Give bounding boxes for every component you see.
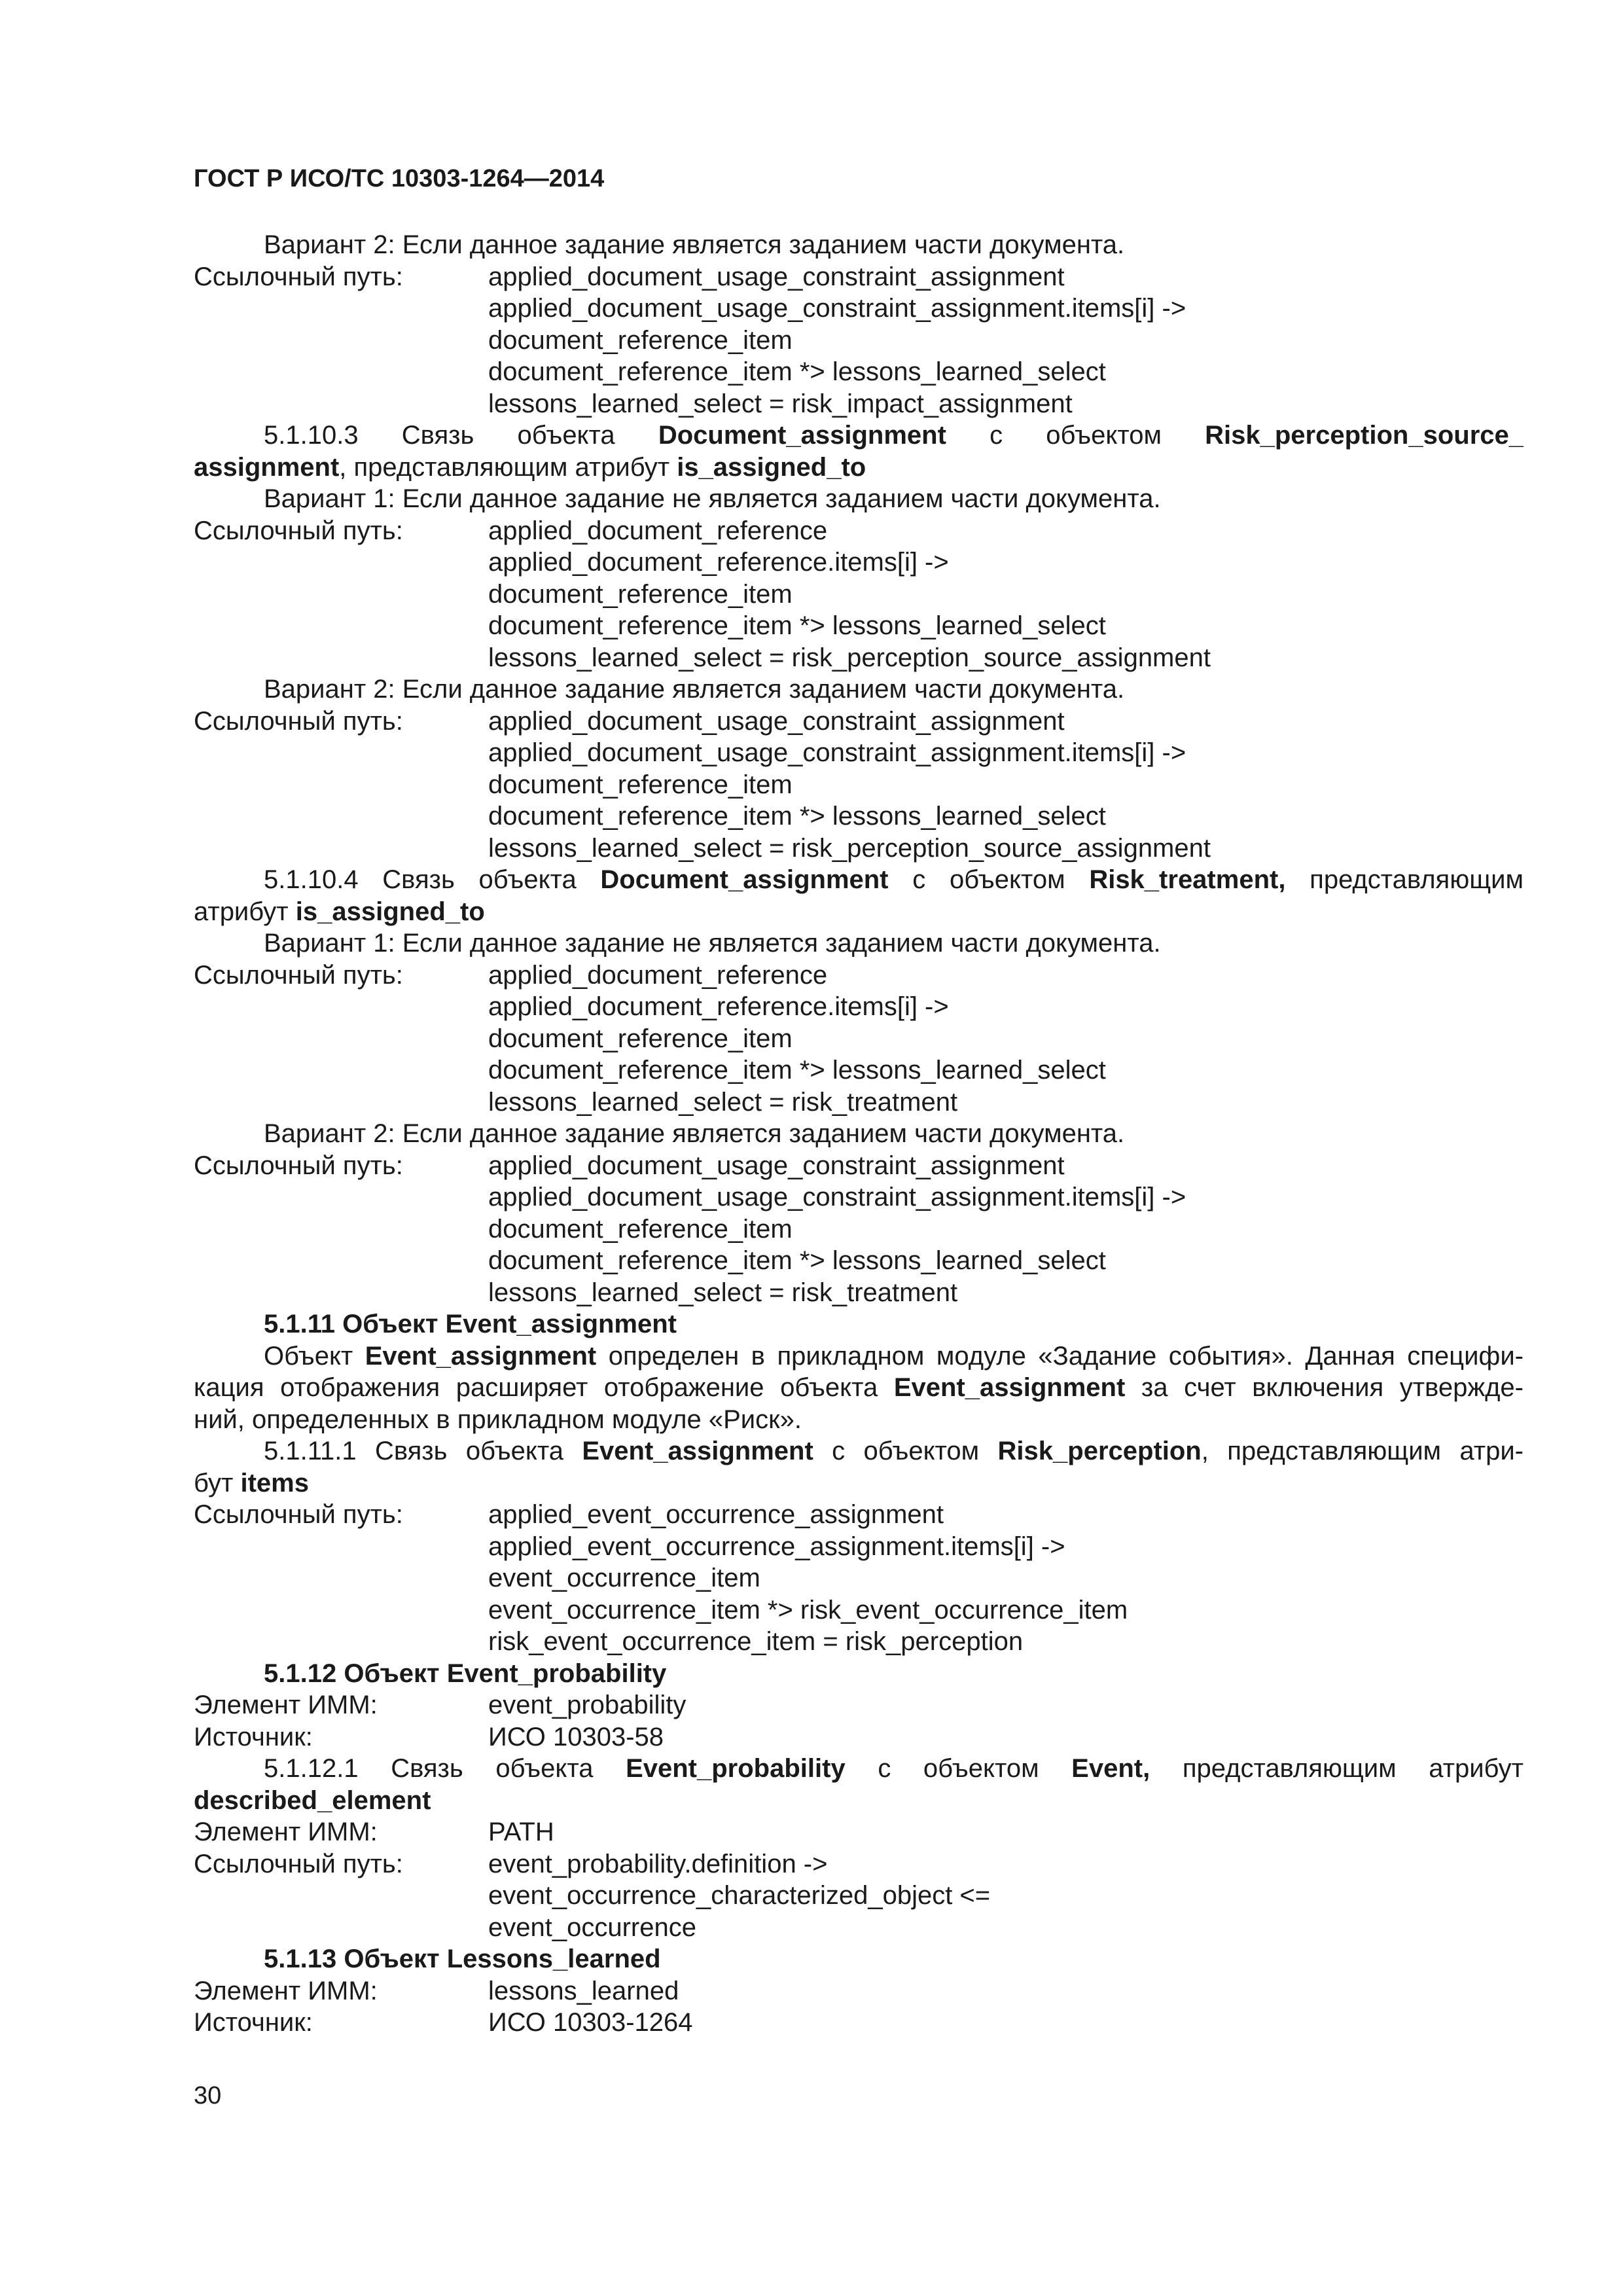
page-number: 30 [194, 2082, 222, 2109]
path-line: document_reference_item [488, 1024, 793, 1053]
path-line: lessons_learned_select = risk_perception_source_assignment [488, 833, 1211, 863]
path-line: event_occurrence_item [488, 1564, 760, 1592]
path-line: applied_document_reference.items[i] -> [488, 992, 949, 1021]
path-line: applied_event_occurrence_assignment.items[i] -> [488, 1532, 1065, 1561]
path-line: document_reference_item *> lessons_learned_select [488, 1246, 1106, 1275]
path-line: document_reference_item *> lessons_learned_select [488, 802, 1106, 831]
path-line: lessons_learned_select = risk_impact_assignment [488, 389, 1073, 418]
path-line: event_probability.definition -> [488, 1849, 828, 1878]
reference-path-label: Ссылочный путь: [194, 1151, 403, 1180]
variant-1-line: Вариант 1: Если данное задание не является заданием части документа. [264, 484, 1161, 513]
imm-element-value: event_probability [488, 1691, 687, 1719]
path-line: applied_event_occurrence_assignment [488, 1500, 944, 1529]
imm-element-value: PATH [488, 1818, 554, 1846]
section-5-1-11-paragraph-line: Объект Event_assignment определен в прикладном модуле «Задание события». Данная специфи- [264, 1341, 1524, 1371]
reference-path-row [194, 261, 1524, 293]
imm-element-label: Элемент ИММ: [194, 1976, 378, 2005]
path-line: document_reference_item [488, 770, 793, 799]
path-line: lessons_learned_select = risk_perception_source_assignment [488, 643, 1211, 672]
variant-2-line: Вариант 2: Если данное задание является заданием части документа. [264, 230, 1125, 259]
path-line: applied_document_usage_constraint_assignment.items[i] -> [488, 738, 1186, 767]
path-line: event_occurrence_item *> risk_event_occurrence_item [488, 1595, 1128, 1624]
imm-element-row [194, 1816, 1524, 1848]
source-row [194, 2007, 1524, 2039]
section-5-1-12-1-title-cont: described_element [194, 1785, 431, 1815]
section-5-1-11-1-title-cont: бут items [194, 1468, 309, 1498]
imm-element-label: Элемент ИММ: [194, 1691, 378, 1719]
reference-path-label: Ссылочный путь: [194, 516, 403, 545]
imm-element-label: Элемент ИММ: [194, 1818, 378, 1846]
reference-path-row [194, 706, 1524, 738]
section-5-1-12-1-title: 5.1.12.1 Связь объекта Event_probability с объектом Event, представляющим атрибут [264, 1754, 1524, 1783]
source-value: ИСО 10303-1264 [488, 2008, 693, 2037]
section-5-1-10-4-title: 5.1.10.4 Связь объекта Document_assignment с объектом Risk_treatment, представляющим [264, 865, 1524, 894]
imm-element-value: lessons_learned [488, 1976, 679, 2005]
section-5-1-11-heading: 5.1.11 Объект Event_assignment [264, 1310, 677, 1338]
path-line: applied_document_reference.items[i] -> [488, 548, 949, 577]
path-line: applied_document_usage_constraint_assignment [488, 1151, 1065, 1180]
section-5-1-12-heading: 5.1.12 Объект Event_probability [264, 1659, 667, 1688]
path-line: event_occurrence_characterized_object <= [488, 1881, 991, 1910]
section-5-1-11-paragraph-line: ний, определенных в прикладном модуле «Риск». [194, 1405, 802, 1434]
reference-path-label: Ссылочный путь: [194, 706, 403, 736]
reference-path-label: Ссылочный путь: [194, 960, 403, 990]
variant-2-line: Вариант 2: Если данное задание является заданием части документа. [264, 1119, 1125, 1148]
variant-2-line: Вариант 2: Если данное задание является заданием части документа. [264, 675, 1125, 704]
reference-path-row [194, 1848, 1524, 1880]
source-value: ИСО 10303-58 [488, 1722, 664, 1751]
path-line: applied_document_reference [488, 960, 828, 990]
path-line: document_reference_item [488, 1214, 793, 1244]
reference-path-row [194, 1150, 1524, 1182]
source-label: Источник: [194, 1722, 313, 1751]
path-line: applied_document_reference [488, 516, 828, 545]
path-line: applied_document_usage_constraint_assignment [488, 706, 1065, 736]
path-line: applied_document_usage_constraint_assignment [488, 262, 1065, 291]
document-header: ГОСТ Р ИСО/ТС 10303-1264—2014 [194, 165, 605, 192]
path-line: event_occurrence [488, 1912, 696, 1942]
path-line: document_reference_item [488, 579, 793, 609]
variant-1-line: Вариант 1: Если данное задание не является заданием части документа. [264, 929, 1161, 958]
reference-path-label: Ссылочный путь: [194, 1500, 403, 1529]
source-row [194, 1721, 1524, 1753]
section-5-1-11-1-title: 5.1.11.1 Связь объекта Event_assignment с объектом Risk_perception, представляющим атри- [264, 1437, 1524, 1465]
section-5-1-11-paragraph-line: кация отображения расширяет отображение объекта Event_assignment за счет включения утвержде- [194, 1373, 1524, 1402]
reference-path-label: Ссылочный путь: [194, 262, 403, 291]
document-body [194, 229, 1524, 2039]
reference-path-label: Ссылочный путь: [194, 1849, 403, 1878]
section-5-1-10-4-title-cont: атрибут is_assigned_to [194, 897, 485, 926]
path-line: risk_event_occurrence_item = risk_perception [488, 1627, 1024, 1656]
reference-path-row [194, 960, 1524, 992]
imm-element-row [194, 1975, 1524, 2007]
imm-element-row [194, 1689, 1524, 1721]
path-line: document_reference_item *> lessons_learned_select [488, 611, 1106, 640]
path-line: lessons_learned_select = risk_treatment [488, 1278, 958, 1307]
path-line: applied_document_usage_constraint_assignment.items[i] -> [488, 294, 1186, 323]
path-line: document_reference_item *> lessons_learned_select [488, 1056, 1106, 1085]
section-5-1-10-3-title: 5.1.10.3 Связь объекта Document_assignment с объектом Risk_perception_source_ [264, 421, 1524, 450]
reference-path-row [194, 515, 1524, 547]
path-line: document_reference_item *> lessons_learned_select [488, 357, 1106, 386]
path-line: applied_document_usage_constraint_assignment.items[i] -> [488, 1183, 1186, 1211]
path-line: document_reference_item [488, 325, 793, 355]
reference-path-row [194, 1499, 1524, 1531]
section-5-1-10-3-title-cont: assignment, представляющим атрибут is_assigned_to [194, 452, 866, 482]
source-label: Источник: [194, 2008, 313, 2037]
path-line: lessons_learned_select = risk_treatment [488, 1087, 958, 1117]
section-5-1-13-heading: 5.1.13 Объект Lessons_learned [264, 1945, 661, 1973]
